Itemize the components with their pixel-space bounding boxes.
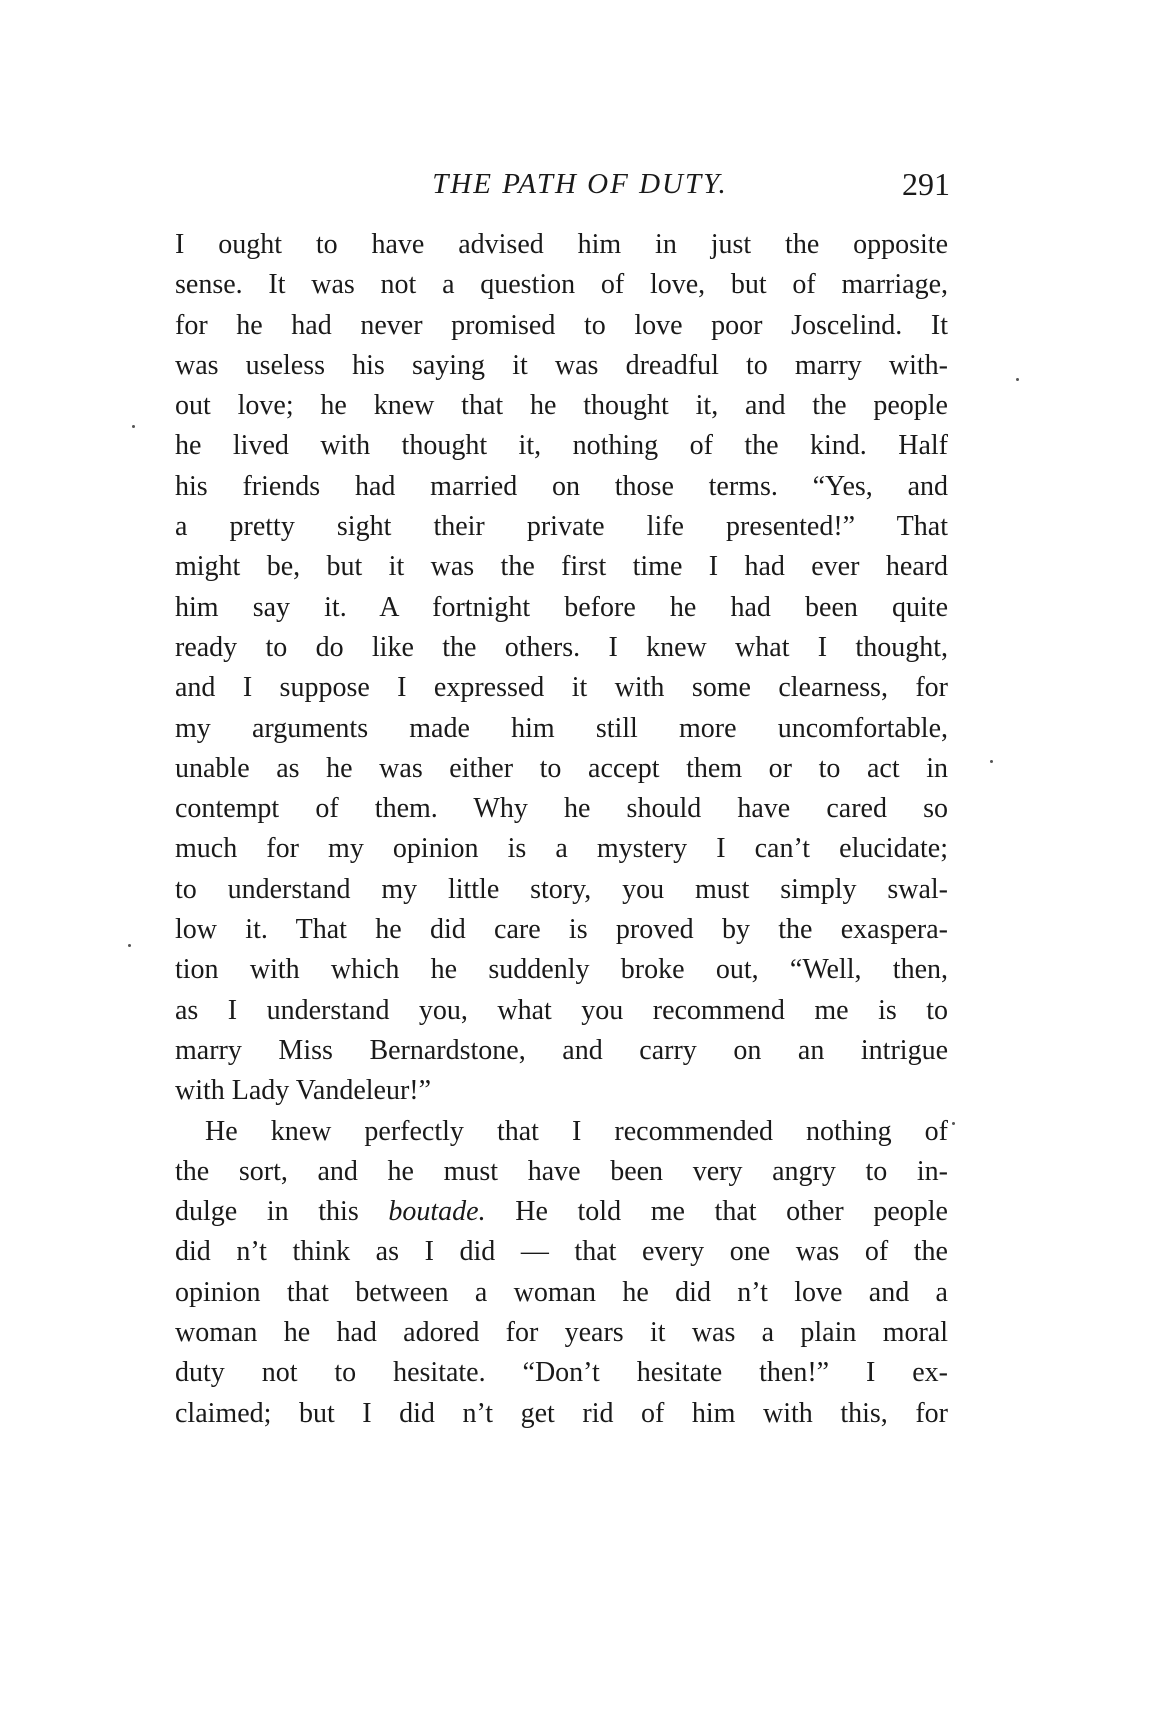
text-line: marry Miss Bernardstone, and carry on an intrigue	[175, 1034, 948, 1066]
scan-speck	[1016, 378, 1019, 381]
text-line: duty not to hesitate. “Don’t hesitate then!” I ex-	[175, 1357, 948, 1389]
scan-speck	[128, 944, 131, 947]
text-line: claimed; but I did n’t get rid of him with this, for	[175, 1397, 948, 1429]
page-number: 291	[902, 166, 950, 202]
text-line: unable as he was either to accept them or to act in	[175, 752, 948, 784]
scan-speck	[990, 760, 993, 763]
text-line: for he had never promised to love poor Joscelind. It	[175, 309, 948, 341]
text-line: he lived with thought it, nothing of the kind. Half	[175, 430, 948, 462]
text-line: as I understand you, what you recommend me is to	[175, 994, 948, 1026]
text-line: to understand my little story, you must simply swal-	[175, 873, 948, 905]
text-line: his friends had married on those terms. “Yes, and	[175, 470, 948, 502]
running-title: THE PATH OF DUTY.	[432, 168, 728, 200]
text-line: a pretty sight their private life presented!” That	[175, 511, 948, 543]
text-line: did n’t think as I did — that every one was of the	[175, 1236, 948, 1268]
body-text	[175, 225, 948, 1434]
italic-word: boutade.	[388, 1196, 486, 1228]
text-line: out love; he knew that he thought it, and the people	[175, 390, 948, 422]
text-line: him say it. A fortnight before he had been quite	[175, 591, 948, 623]
paragraph-1	[175, 225, 948, 1112]
text-line: tion with which he suddenly broke out, “Well, then,	[175, 954, 948, 986]
text-line: low it. That he did care is proved by the exaspera-	[175, 914, 948, 946]
text-line: was useless his saying it was dreadful to marry with-	[175, 349, 948, 381]
text-line: woman he had adored for years it was a plain moral	[175, 1317, 948, 1349]
text-line: much for my opinion is a mystery I can’t elucidate;	[175, 833, 948, 865]
text-line: sense. It was not a question of love, but of marriage,	[175, 269, 948, 301]
text-run: He told me that other people	[485, 1196, 948, 1228]
page-header	[170, 158, 950, 210]
text-line: the sort, and he must have been very angry to in-	[175, 1155, 948, 1187]
paragraph-2	[175, 1112, 948, 1434]
scan-speck	[132, 425, 135, 428]
scan-speck	[952, 1122, 955, 1125]
text-line: my arguments made him still more uncomfortable,	[175, 712, 948, 744]
text-line: might be, but it was the first time I had ever heard	[175, 551, 948, 583]
text-run: dulge in this	[175, 1196, 389, 1228]
text-line: and I suppose I expressed it with some clearness, for	[175, 672, 948, 704]
text-line: contempt of them. Why he should have cared so	[175, 793, 948, 825]
text-line: with Lady Vandeleur!”	[175, 1075, 432, 1107]
text-line: opinion that between a woman he did n’t love and a	[175, 1276, 948, 1308]
text-line: He knew perfectly that I recommended nothing of	[205, 1115, 948, 1147]
text-line: I ought to have advised him in just the opposite	[175, 229, 948, 260]
text-line-with-italic	[175, 1192, 948, 1232]
text-line: ready to do like the others. I knew what I thought,	[175, 631, 948, 663]
